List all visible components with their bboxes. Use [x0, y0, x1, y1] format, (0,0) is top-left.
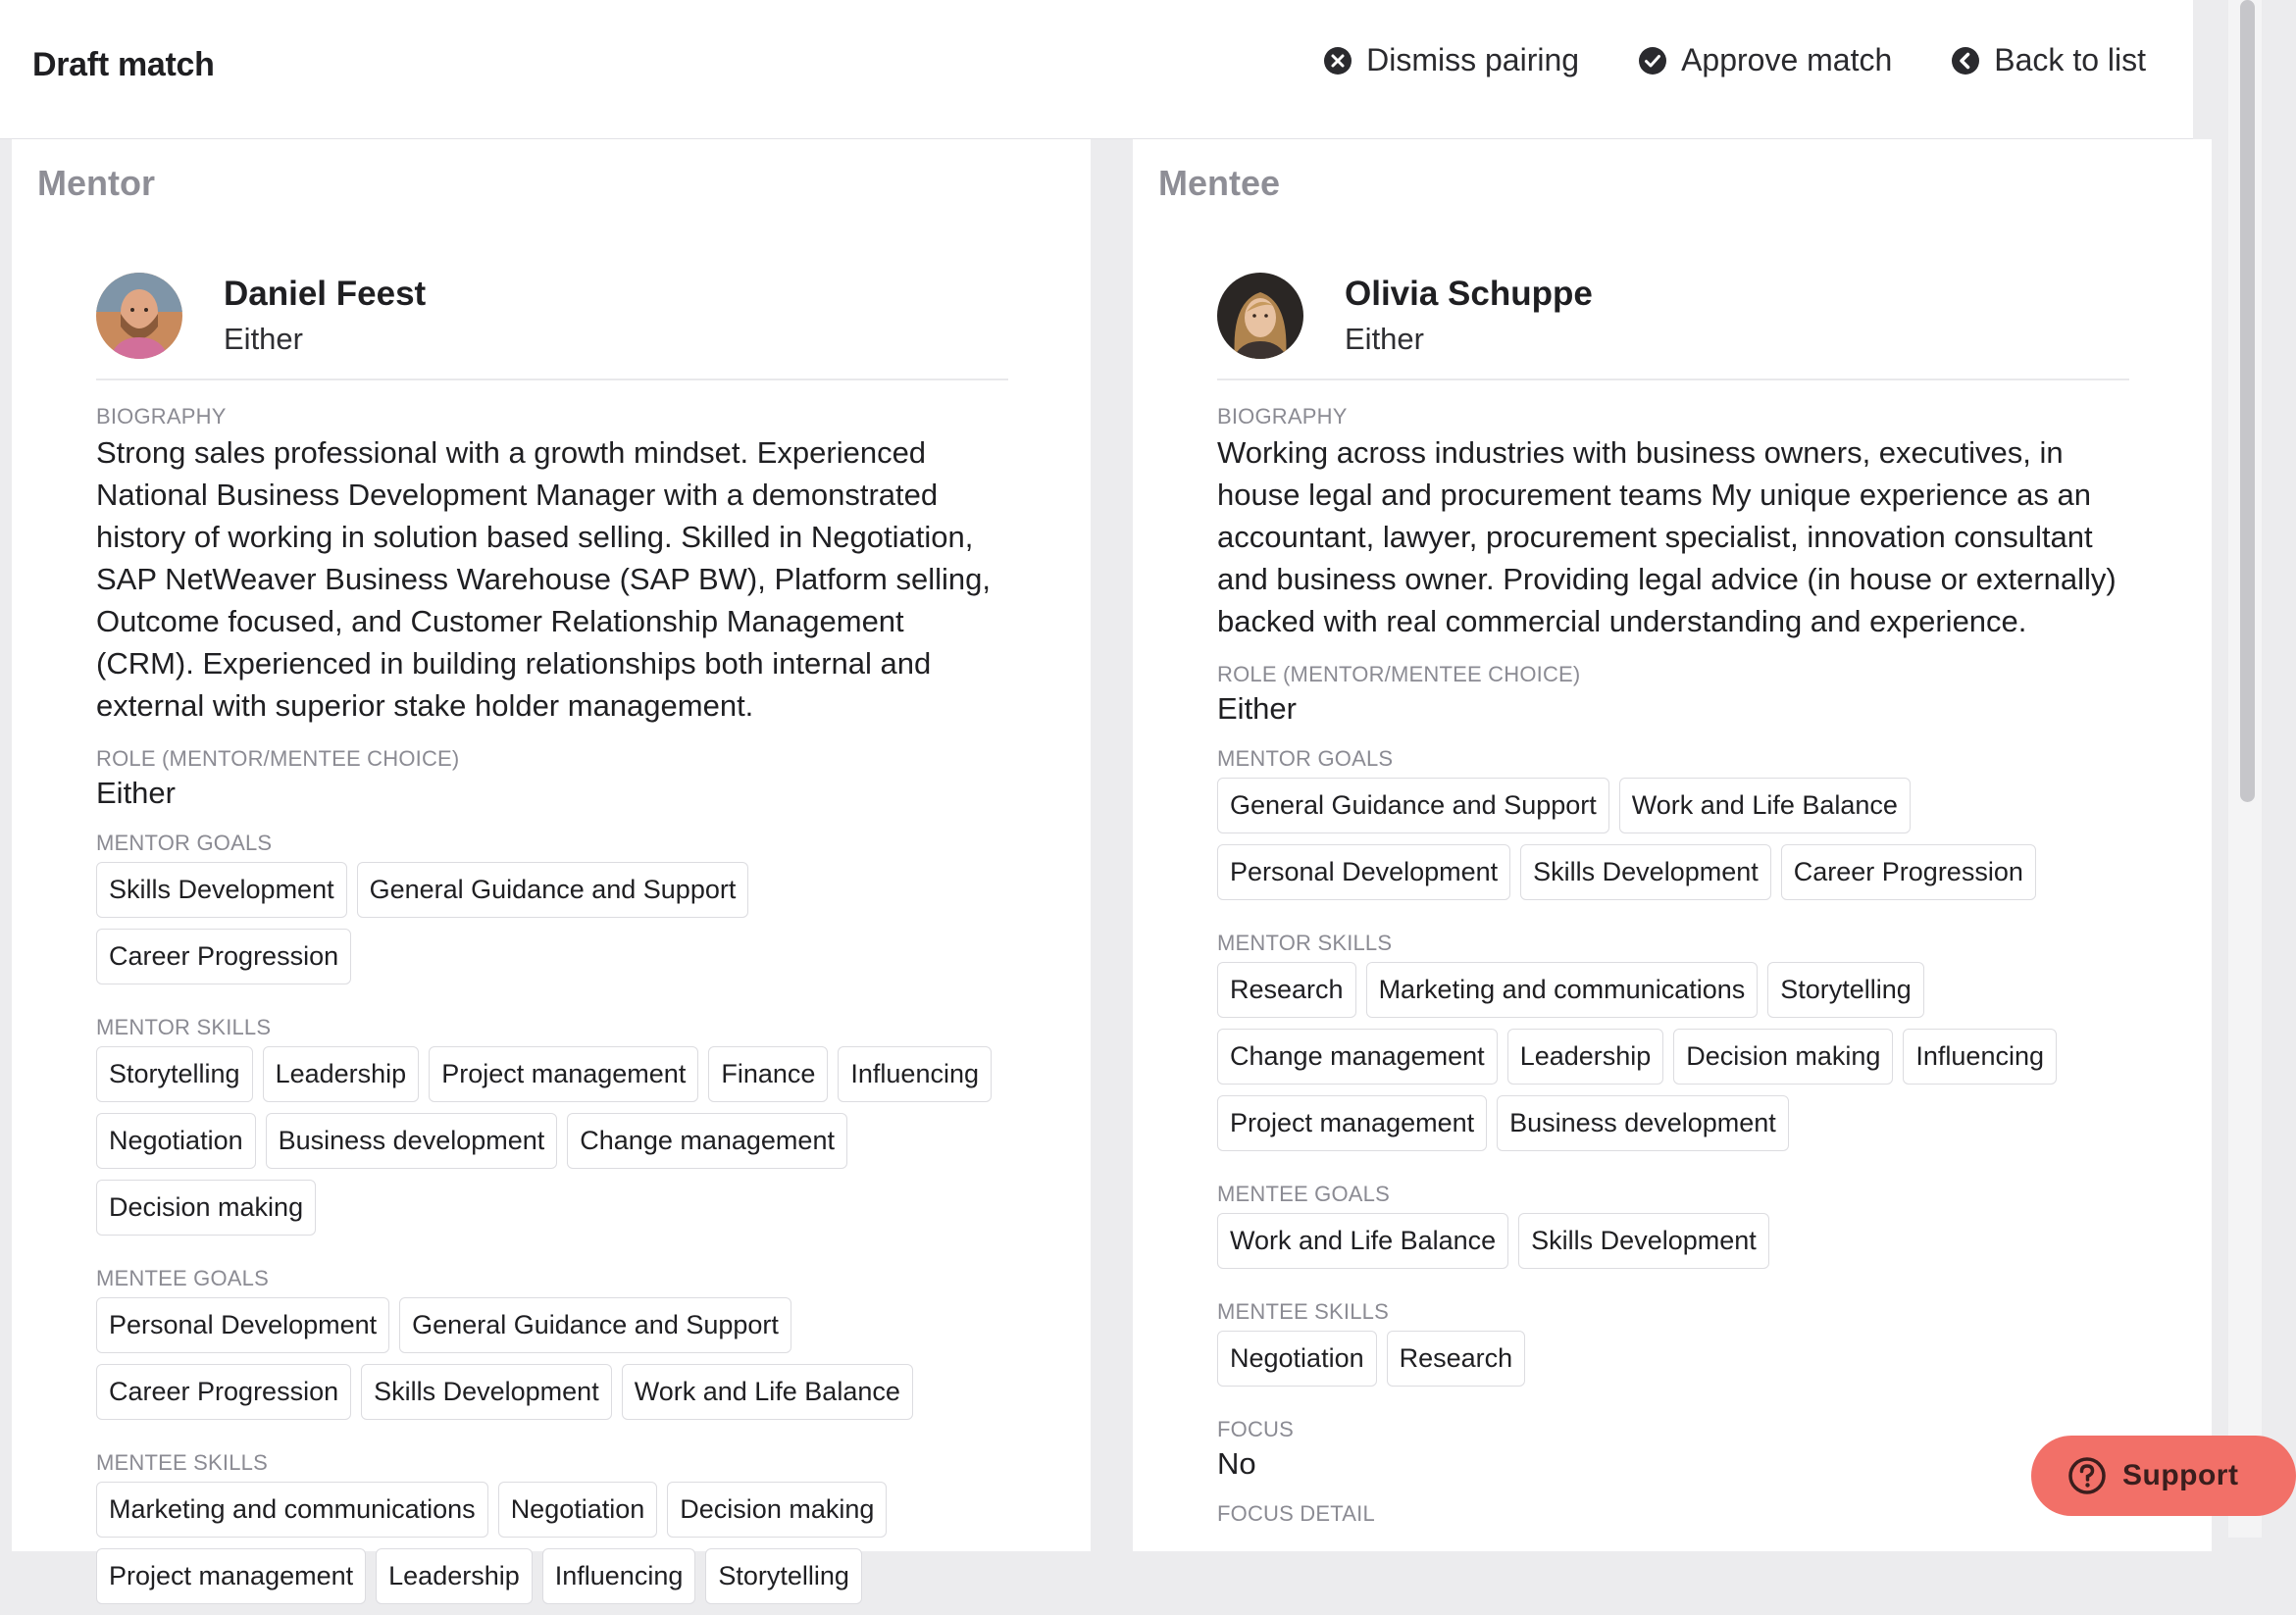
- tag: Leadership: [376, 1548, 533, 1604]
- tag: Change management: [567, 1113, 847, 1169]
- tag: Influencing: [542, 1548, 696, 1604]
- header-actions: [1264, 42, 2146, 78]
- back-to-list-label: Back to list: [1994, 42, 2146, 77]
- back-to-list-button[interactable]: [1951, 42, 2146, 78]
- tag: Marketing and communications: [1366, 962, 1759, 1018]
- support-label: Support: [2122, 1459, 2239, 1491]
- check-circle-icon: [1638, 46, 1667, 76]
- mentor-profile: [96, 273, 1008, 1615]
- mentor-name: Daniel Feest: [224, 275, 427, 313]
- biography-label: BIOGRAPHY: [1217, 404, 1348, 429]
- tag: Finance: [708, 1046, 828, 1102]
- tag: Storytelling: [1767, 962, 1924, 1018]
- tag: General Guidance and Support: [399, 1297, 791, 1353]
- role-label: ROLE (MENTOR/MENTEE CHOICE): [96, 746, 460, 771]
- page-title: Draft match: [32, 46, 215, 83]
- mentor-goals-tags: [96, 862, 1008, 995]
- mentee-goals-tags: [1217, 1213, 2129, 1280]
- mentor-skills-tags: [96, 1046, 1008, 1246]
- mentee-skills-tags: [96, 1482, 1008, 1615]
- chevron-left-circle-icon: [1951, 46, 1980, 76]
- tag: Skills Development: [1518, 1213, 1769, 1269]
- mentor-goals-label: MENTOR GOALS: [1217, 746, 1394, 771]
- mentee-person-header: [1217, 273, 2129, 380]
- tag: Influencing: [1903, 1029, 2057, 1085]
- avatar: [1217, 273, 1303, 359]
- tag: Leadership: [263, 1046, 420, 1102]
- mentee-goals-label: MENTEE GOALS: [96, 1266, 269, 1290]
- biography-label: BIOGRAPHY: [96, 404, 227, 429]
- tag: Influencing: [838, 1046, 992, 1102]
- tag: Marketing and communications: [96, 1482, 488, 1538]
- tag: Storytelling: [705, 1548, 862, 1604]
- tag: Skills Development: [361, 1364, 612, 1420]
- tag: Work and Life Balance: [622, 1364, 913, 1420]
- mentee-panel: [1133, 139, 2212, 1551]
- mentee-name: Olivia Schuppe: [1345, 275, 1593, 313]
- mentor-panel: [12, 139, 1091, 1590]
- mentee-profile: [1217, 273, 2129, 1527]
- tag: Change management: [1217, 1029, 1498, 1085]
- tag: Leadership: [1507, 1029, 1664, 1085]
- tag: Career Progression: [96, 1364, 351, 1420]
- mentee-skills-label: MENTEE SKILLS: [96, 1450, 268, 1475]
- tag: Career Progression: [96, 929, 351, 984]
- mentee-person-info: [1345, 273, 1593, 357]
- mentee-skills-label: MENTEE SKILLS: [1217, 1299, 1389, 1324]
- question-circle-icon: [2067, 1456, 2107, 1495]
- mentor-role-subtitle: Either: [224, 322, 303, 356]
- tag: Negotiation: [1217, 1331, 1377, 1387]
- avatar: [96, 273, 182, 359]
- mentor-skills-label: MENTOR SKILLS: [96, 1015, 272, 1039]
- dismiss-pairing-label: Dismiss pairing: [1366, 42, 1580, 77]
- tag: Storytelling: [96, 1046, 253, 1102]
- mentor-skills-label: MENTOR SKILLS: [1217, 931, 1393, 955]
- tag: Project management: [429, 1046, 698, 1102]
- support-button[interactable]: [2031, 1436, 2296, 1516]
- approve-match-button[interactable]: [1638, 42, 1892, 78]
- mentor-goals-tags: [1217, 778, 2129, 911]
- tag: Skills Development: [96, 862, 347, 918]
- scrollbar-thumb[interactable]: [2240, 0, 2255, 802]
- mentor-skills-tags: [1217, 962, 2129, 1162]
- tag: Negotiation: [96, 1113, 256, 1169]
- x-circle-icon: [1323, 46, 1352, 76]
- mentee-biography: Working across industries with business owners, executives, in house legal and procurement teams My unique experience as an accountant, lawyer, procurement specialist, innovation consultant and business owner. Providing legal advice (in house or externally) backed with real commercial understanding and experience.: [1217, 435, 2117, 638]
- tag: Research: [1217, 962, 1356, 1018]
- mentee-goals-label: MENTEE GOALS: [1217, 1182, 1390, 1206]
- approve-match-label: Approve match: [1681, 42, 1893, 77]
- dismiss-pairing-button[interactable]: [1323, 42, 1579, 78]
- mentor-goals-label: MENTOR GOALS: [96, 831, 273, 855]
- tag: General Guidance and Support: [357, 862, 749, 918]
- tag: General Guidance and Support: [1217, 778, 1609, 833]
- mentee-role-value: Either: [1217, 691, 1297, 726]
- tag: Project management: [1217, 1095, 1487, 1151]
- mentor-biography: Strong sales professional with a growth mindset. Experienced National Business Development Manager with a demonstrated history of working in solution based selling. Skilled in Negotiation, SAP NetWeaver Business Warehouse (SAP BW), Platform selling, Outcome focused, and Customer Relationship Management (CRM). Experienced in building relationships both internal and external with superior stake holder management.: [96, 435, 991, 723]
- tag: Career Progression: [1781, 844, 2036, 900]
- tag: Personal Development: [1217, 844, 1510, 900]
- role-label: ROLE (MENTOR/MENTEE CHOICE): [1217, 662, 1581, 686]
- tag: Decision making: [1673, 1029, 1893, 1085]
- mentee-skills-tags: [1217, 1331, 2129, 1397]
- tag: Business development: [1497, 1095, 1789, 1151]
- top-bar: [0, 0, 2193, 139]
- mentee-focus-value: No: [1217, 1446, 1256, 1481]
- tag: Business development: [266, 1113, 558, 1169]
- tag: Decision making: [96, 1180, 316, 1236]
- tag: Personal Development: [96, 1297, 389, 1353]
- mentee-role-subtitle: Either: [1345, 322, 1424, 356]
- tag: Project management: [96, 1548, 366, 1604]
- mentor-person-header: [96, 273, 1008, 380]
- tag: Research: [1387, 1331, 1526, 1387]
- focus-detail-label: FOCUS DETAIL: [1217, 1501, 1375, 1526]
- tag: Decision making: [667, 1482, 887, 1538]
- tag: Work and Life Balance: [1217, 1213, 1508, 1269]
- mentor-person-info: [224, 273, 426, 357]
- tag: Work and Life Balance: [1619, 778, 1911, 833]
- mentor-role-value: Either: [96, 776, 176, 810]
- mentee-panel-title: Mentee: [1158, 163, 1281, 203]
- mentor-panel-title: Mentor: [37, 163, 155, 203]
- focus-label: FOCUS: [1217, 1417, 1294, 1441]
- tag: Skills Development: [1520, 844, 1771, 900]
- tag: Negotiation: [498, 1482, 658, 1538]
- mentee-goals-tags: [96, 1297, 1008, 1431]
